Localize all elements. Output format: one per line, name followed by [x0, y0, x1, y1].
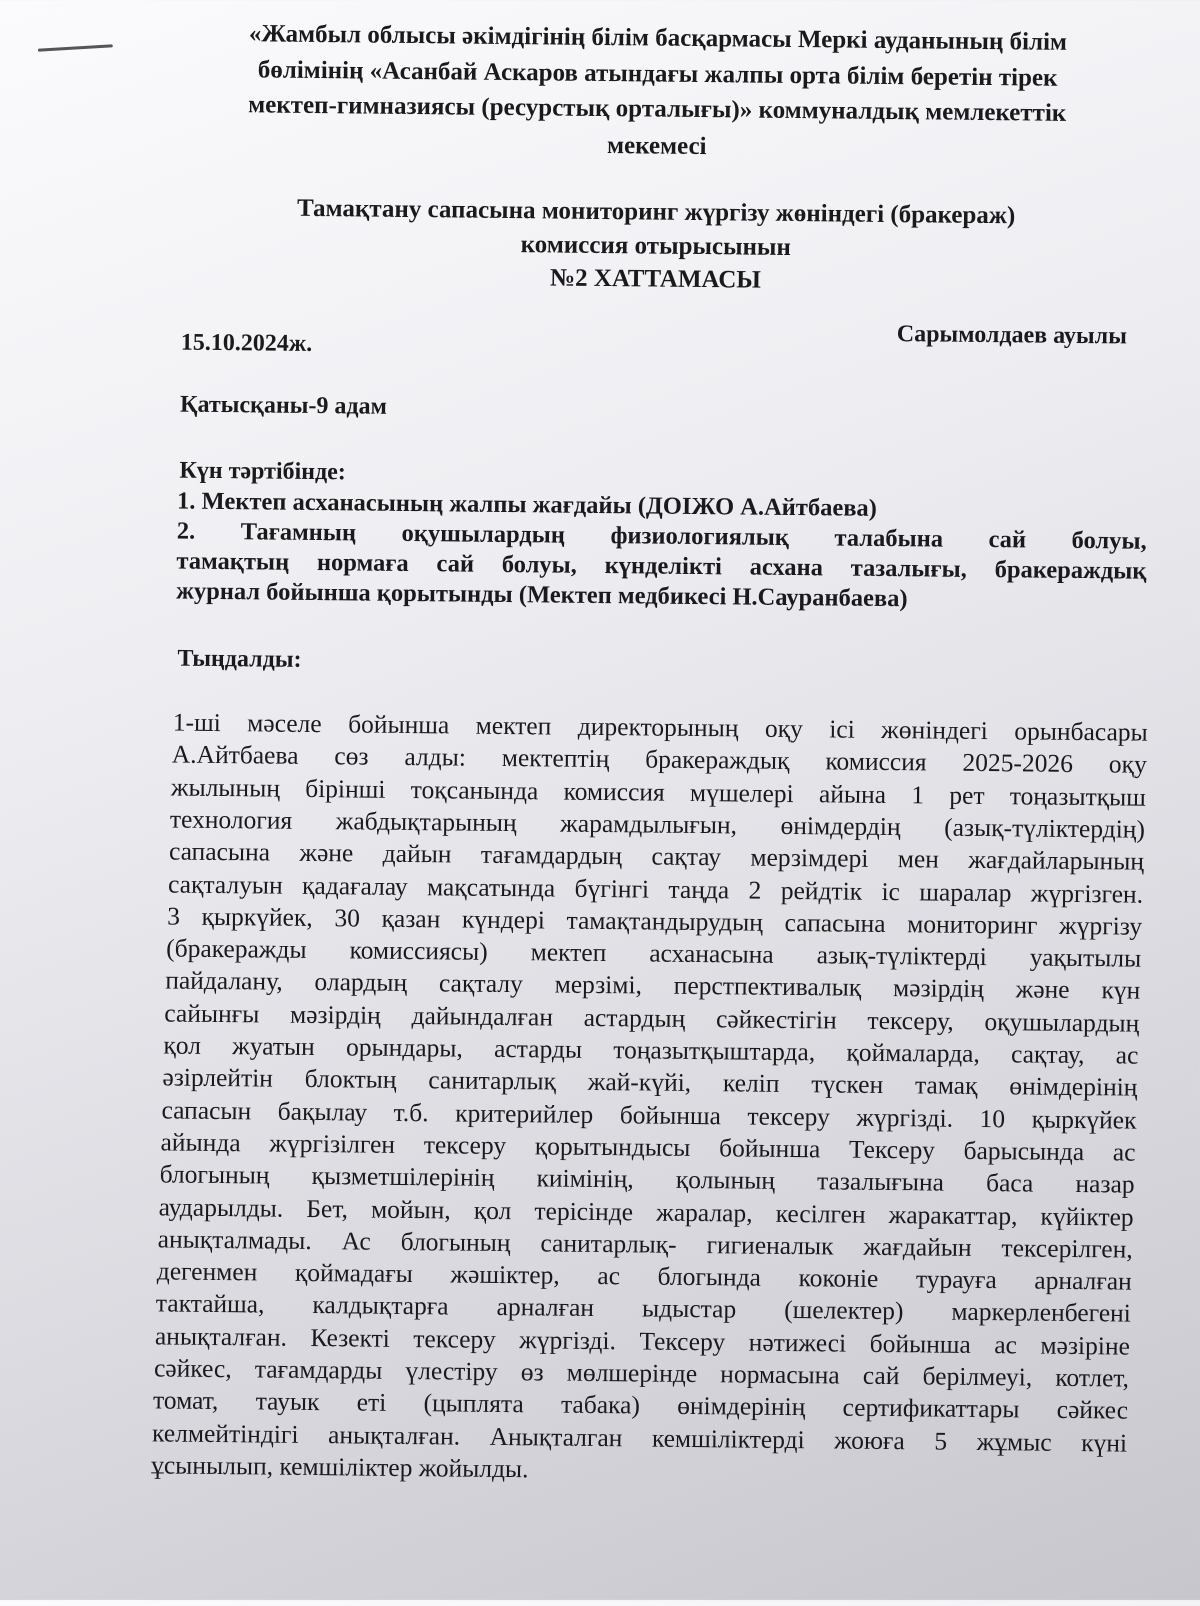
body-line: қол жуатын орындары, астарды тоңазытқыштарда, қоймаларда, сақтау, ас — [163, 1030, 1139, 1070]
protocol-number: №2 ХАТТАМАСЫ — [549, 264, 762, 294]
body-line: тактайша, калдықтарға арналған ыдыстар (шелектер) маркерленбегені — [155, 1288, 1131, 1328]
body-line: 1-ші мәселе бойынша мектеп директорының оқу ісі жөніндегі орынбасары — [172, 707, 1148, 747]
body-line: томат, тауык еті (цыплята табака) өнімдерінің сертификаттары сәйкес — [152, 1385, 1129, 1425]
date: 15.10.2024ж. — [180, 329, 313, 357]
body-line: А.Айтбаева сөз алды: мектептің бракераждық комиссия 2025-2026 оқу — [171, 739, 1147, 780]
body-line: сапасына және дайын тағамдардың сақтау мерзімдері мен жағдайларының — [168, 836, 1145, 876]
participants: Қатысқаны-9 адам — [179, 391, 388, 420]
body-line: пайдалану, олардың сақталу мерзімі, перстпективалық мәзірдің және күн — [165, 965, 1141, 1006]
body-line: жылының бірінші тоқсанында комиссия мүшелері айына 1 рет тоңазытқыш — [170, 772, 1147, 812]
body-line: айында жүргізілген тексеру қорытындысы бойынша Тексеру барысында ас — [160, 1127, 1136, 1167]
agenda-item: тамақтың нормаға сай болуы, күнделікті асхана тазалығы, бракераждық — [176, 547, 1147, 585]
agenda-item: 1. Мектеп асханасының жалпы жағдайы (ДОІЖО А.Айтбаева) — [176, 487, 878, 522]
body-line: сәйкес, тағамдарды үлестіру өз мөлшерінде нормасына сай берілмеуі, котлет, — [153, 1353, 1130, 1393]
body-line: анықталған. Кезекті тексеру жүргізді. Тексеру нәтижесі бойынша ас мәзіріне — [154, 1321, 1131, 1361]
body-line: ұсынылып, кемшіліктер жойылды. — [151, 1450, 529, 1484]
pen-mark — [38, 44, 113, 51]
agenda-item: 2. Тағамның оқушылардың физиологиялық талабына сай болуы, — [176, 517, 1147, 555]
agenda-item: журнал бойынша қорытынды (Мектеп медбикесі Н.Сауранбаева) — [176, 577, 908, 613]
institution-line: мектеп-гимназиясы (ресурстық орталығы)» коммуналдық мемлекеттік — [248, 91, 1067, 127]
place: Сарымолдаев ауылы — [896, 321, 1128, 350]
body-line: әзірлейтін блоктың санитарлық жай-күйі, келіп түскен тамақ өнімдерінің — [162, 1062, 1138, 1102]
institution-line: бөлімінің «Асанбай Аскаров атындағы жалпы орта білім беретін тірек — [257, 56, 1058, 92]
body-line: анықталмады. Ас блогының санитарлық- гигиеналык жағдайын тексерілген, — [157, 1224, 1133, 1264]
body-line: сайынғы мәзірдің дайындалған астардың сәйкестігін тексеру, оқушылардың — [164, 998, 1140, 1038]
body-line: дегенмен қоймадағы жәшіктер, ас блогында коконіе турауға арналған — [156, 1256, 1132, 1296]
body-line: блогының қызметшілерінің киімінің, қолының тазалығына баса назар — [159, 1159, 1135, 1199]
body-line: 3 қыркүйек, 30 қазан күндері тамақтандырудың сапасына мониторинг жүргізу — [167, 901, 1143, 941]
body-line: сапасын бақылау т.б. критерийлер бойынша тексеру жүргізді. 10 қыркүйек — [161, 1095, 1137, 1135]
agenda-heading: Күн тәртібінде: — [179, 457, 347, 486]
body-line: келмейтіндігі анықталған. Анықталган кемшіліктерді жоюға 5 жұмыс күні — [151, 1417, 1128, 1458]
title-line: Тамақтану сапасына мониторинг жүргізу жөніндегі (бракераж) — [296, 194, 1016, 230]
heard-heading: Тыңдалды: — [177, 645, 302, 673]
title-line: комиссия отырысынын — [520, 231, 792, 261]
body-line: технология жабдықтарының жарамдылығын, өнімдердің (азық-түліктердің) — [169, 804, 1146, 844]
institution-line: мекемесі — [606, 132, 707, 161]
institution-line: «Жамбыл облысы әкімдігінің білім басқармасы Меркі ауданының білім — [248, 20, 1068, 56]
body-line: сақталуын қадағалау мақсатында бүгінгі таңда 2 рейдтік іс шаралар жүргізген. — [167, 868, 1144, 909]
body-line: (бракеражды комиссиясы) мектеп асханасына азық-түліктерді уақытылы — [166, 933, 1142, 973]
body-line: аударылды. Бет, мойын, қол терісінде жаралар, кесілген жаракаттар, күйіктер — [158, 1191, 1134, 1232]
